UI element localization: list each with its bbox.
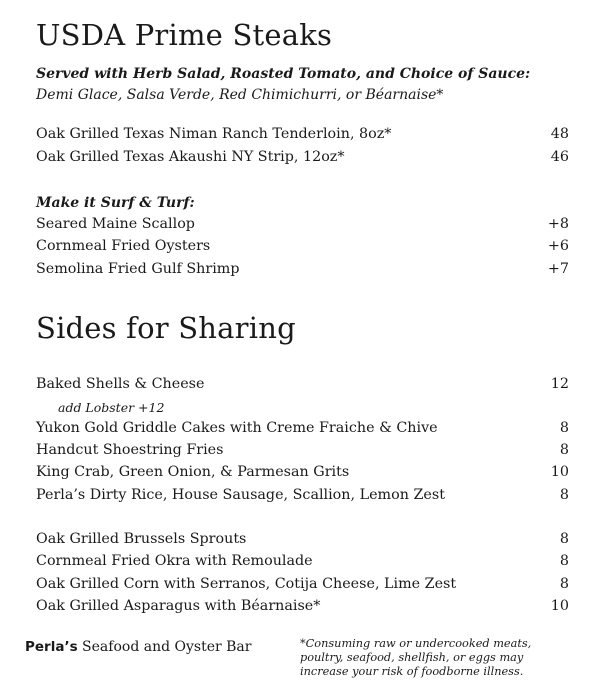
item-name: Cornmeal Fried Okra with Remoulade <box>36 553 313 569</box>
menu-item-shrimp <box>36 261 569 281</box>
item-price: 8 <box>559 487 569 503</box>
restaurant-name <box>25 639 251 655</box>
menu-item-fries <box>36 442 569 462</box>
item-name: Baked Shells & Cheese <box>36 376 205 392</box>
item-price: 8 <box>559 576 569 592</box>
item-name: Oak Grilled Texas Akaushi NY Strip, 12oz* <box>36 149 345 165</box>
disclaimer-line: increase your risk of foodborne illness. <box>300 665 524 678</box>
item-name: Oak Grilled Corn with Serranos, Cotija Cheese, Lime Zest <box>36 576 457 592</box>
item-price: 8 <box>559 442 569 458</box>
item-price: 46 <box>550 149 569 165</box>
food-safety-disclaimer <box>300 637 560 679</box>
item-price: +6 <box>547 238 569 254</box>
menu-item-oysters <box>36 238 569 258</box>
item-price: +8 <box>547 216 569 232</box>
sides-heading: Sides for Sharing <box>36 311 296 345</box>
item-name: Cornmeal Fried Oysters <box>36 238 211 254</box>
menu-item-grits <box>36 464 569 484</box>
disclaimer-line: poultry, seafood, shellfish, or eggs may <box>300 651 524 664</box>
menu-item-asparagus <box>36 598 569 618</box>
item-price: 8 <box>559 553 569 569</box>
item-price: 8 <box>559 420 569 436</box>
item-price: 10 <box>550 464 569 480</box>
item-name: Handcut Shoestring Fries <box>36 442 224 458</box>
item-price: 48 <box>550 126 569 142</box>
menu-item-brussels <box>36 531 569 551</box>
item-price: +7 <box>547 261 569 277</box>
item-name: Perla’s Dirty Rice, House Sausage, Scallion, Lemon Zest <box>36 487 445 503</box>
restaurant-brand: Perla’s <box>25 639 78 655</box>
menu-item-okra <box>36 553 569 573</box>
menu-item-tenderloin <box>36 126 569 146</box>
menu-item-scallop <box>36 216 569 236</box>
menu-item-shells-cheese <box>36 376 569 396</box>
menu-item-ny-strip <box>36 149 569 169</box>
item-name: Semolina Fried Gulf Shrimp <box>36 261 240 277</box>
restaurant-suffix: Seafood and Oyster Bar <box>77 639 252 655</box>
item-name: Oak Grilled Asparagus with Béarnaise* <box>36 598 321 614</box>
item-name: Oak Grilled Brussels Sprouts <box>36 531 247 547</box>
item-price: 12 <box>550 376 569 392</box>
steaks-served-with: Served with Herb Salad, Roasted Tomato, and Choice of Sauce: <box>36 66 531 82</box>
item-price: 8 <box>559 531 569 547</box>
item-name: Oak Grilled Texas Niman Ranch Tenderloin, 8oz* <box>36 126 392 142</box>
steaks-heading: USDA Prime Steaks <box>36 18 333 52</box>
menu-item-corn <box>36 576 569 596</box>
item-price: 10 <box>550 598 569 614</box>
steaks-sauces: Demi Glace, Salsa Verde, Red Chimichurri, or Béarnaise* <box>36 87 444 103</box>
addon-lobster: add Lobster +12 <box>58 400 165 415</box>
item-name: King Crab, Green Onion, & Parmesan Grits <box>36 464 350 480</box>
menu-item-dirty-rice <box>36 487 569 507</box>
disclaimer-line: *Consuming raw or undercooked meats, <box>300 637 532 650</box>
item-name: Seared Maine Scallop <box>36 216 195 232</box>
item-name: Yukon Gold Griddle Cakes with Creme Fraiche & Chive <box>36 420 438 436</box>
surf-turf-heading: Make it Surf & Turf: <box>36 195 195 211</box>
menu-item-griddle-cakes <box>36 420 569 440</box>
